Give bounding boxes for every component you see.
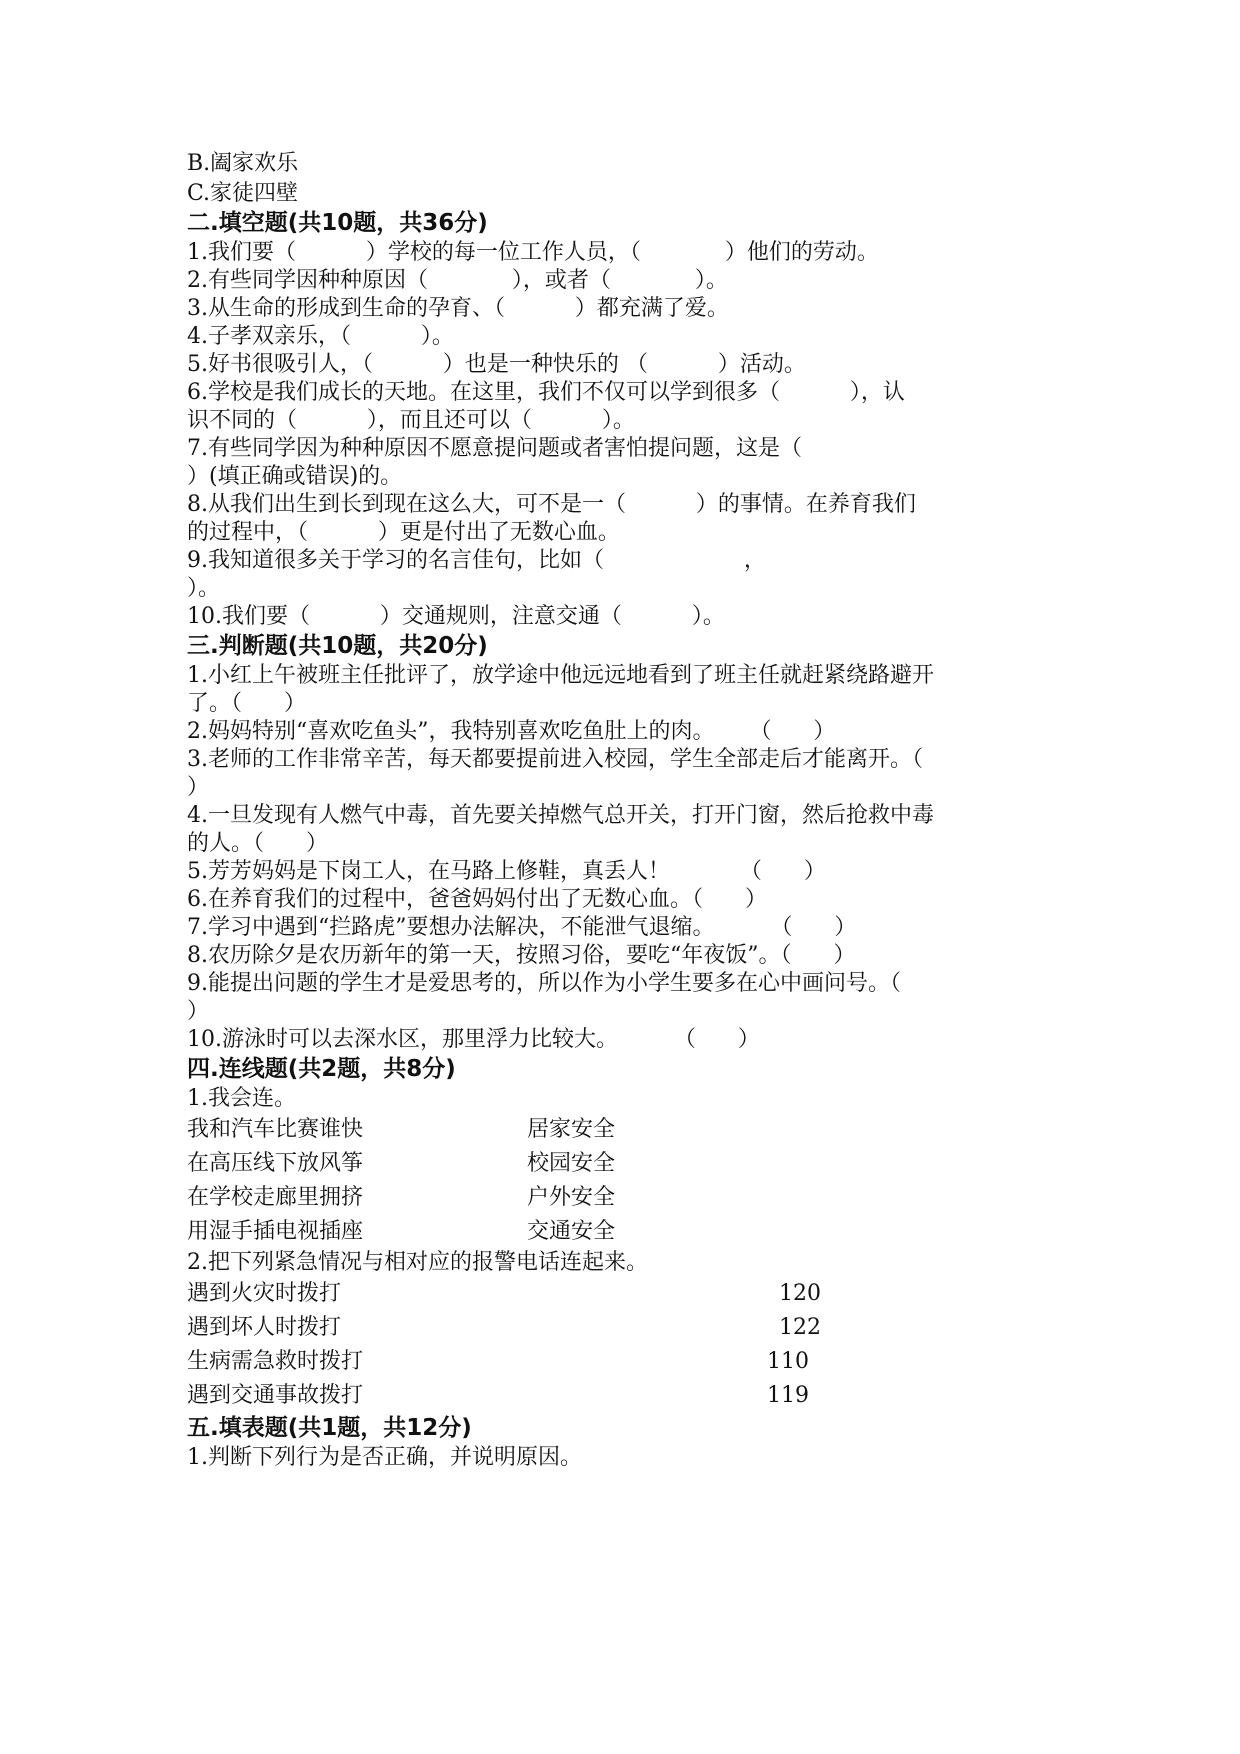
section3-title: 三.判断题(共10题，共20分) — [187, 633, 488, 659]
question-line: 5.芳芳妈妈是下岗工人，在马路上修鞋，真丢人！ （ ） — [187, 859, 826, 884]
question-line: 6.在养育我们的过程中，爸爸妈妈付出了无数心血。（ ） — [187, 887, 767, 912]
option-b: B.阖家欢乐 — [187, 151, 299, 176]
matching-right-item: 居家安全 — [527, 1117, 616, 1142]
question-line: 7.有些同学因为种种原因不愿意提问题或者害怕提问题，这是（ — [187, 436, 802, 461]
option-c: C.家徒四壁 — [187, 181, 299, 206]
matching-table-2 — [187, 1277, 1067, 1413]
matching-row — [187, 1277, 1067, 1311]
question-line: ） — [187, 775, 210, 800]
matching-row — [187, 1311, 1067, 1345]
matching-right-item: 122 — [779, 1315, 821, 1340]
question-line: 的过程中，（ ）更是付出了无数心血。 — [187, 520, 620, 545]
matching-row — [187, 1379, 1067, 1413]
question-line: ）。 — [187, 576, 221, 601]
matching-right-item: 校园安全 — [527, 1151, 616, 1176]
matching-left-item: 遇到坏人时拨打 — [187, 1315, 342, 1340]
matching-row — [187, 1345, 1067, 1379]
question-line: 3.老师的工作非常辛苦，每天都要提前进入校园，学生全部走后才能离开。（ — [187, 747, 923, 772]
matching-row — [187, 1113, 1067, 1147]
matching-right-item: 交通安全 — [527, 1219, 616, 1244]
matching-right-item: 户外安全 — [527, 1185, 616, 1210]
question-line: 5.好书很吸引人，（ ）也是一种快乐的 （ ）活动。 — [187, 352, 806, 377]
matching-right-item: 119 — [767, 1383, 809, 1408]
matching-row — [187, 1215, 1067, 1249]
matching-right-item: 110 — [767, 1349, 809, 1374]
question-line: 2.妈妈特别“喜欢吃鱼头”，我特别喜欢吃鱼肚上的肉。 （ ） — [187, 719, 836, 744]
matching-left-item: 在高压线下放风筝 — [187, 1151, 364, 1176]
question-line: 8.农历除夕是农历新年的第一天，按照习俗，要吃“年夜饭”。（ ） — [187, 943, 856, 968]
section2-questions — [187, 239, 1067, 631]
matching-left-item: 遇到火灾时拨打 — [187, 1281, 342, 1306]
question-line: 2.有些同学因种种原因（ ），或者（ ）。 — [187, 268, 728, 293]
question-line: 4.一旦发现有人燃气中毒，首先要关掉燃气总开关，打开门窗，然后抢救中毒 — [187, 803, 934, 828]
question-line: 10.游泳时可以去深水区，那里浮力比较大。 （ ） — [187, 1027, 760, 1052]
question-line: 9.我知道很多关于学习的名言佳句，比如（ ， — [187, 548, 766, 573]
matching-row — [187, 1181, 1067, 1215]
section5-questions — [187, 1444, 1067, 1472]
question-line: 的人。（ ） — [187, 831, 328, 856]
matching-left-item: 在学校走廊里拥挤 — [187, 1185, 364, 1210]
matching-right-item: 120 — [779, 1281, 821, 1306]
question-line: 1.我们要（ ）学校的每一位工作人员，（ ）他们的劳动。 — [187, 240, 879, 265]
question-line: 7.学习中遇到“拦路虎”要想办法解决，不能泄气退缩。 （ ） — [187, 915, 857, 940]
question-line: 4.子孝双亲乐，（ ）。 — [187, 324, 454, 349]
section4-title: 四.连线题(共2题，共8分) — [187, 1056, 456, 1082]
question-line: 1.小红上午被班主任批评了，放学途中他远远地看到了班主任就赶紧绕路避开 — [187, 663, 934, 688]
matching-left-item: 遇到交通事故拨打 — [187, 1383, 364, 1408]
question-line: 8.从我们出生到长到现在这么大，可不是一（ ）的事情。在养育我们 — [187, 492, 916, 517]
section5-title: 五.填表题(共1题，共12分) — [187, 1415, 472, 1441]
question-line: 3.从生命的形成到生命的孕育、（ ）都充满了爱。 — [187, 296, 729, 321]
section2-title: 二.填空题(共10题，共36分) — [187, 210, 488, 236]
question-line: 6.学校是我们成长的天地。在这里，我们不仅可以学到很多（ ），认 — [187, 380, 905, 405]
exam-page — [187, 150, 1067, 1472]
matching-left-item: 我和汽车比赛谁快 — [187, 1117, 364, 1142]
section4-q1-prompt: 1.我会连。 — [187, 1086, 296, 1111]
matching-left-item: 用湿手插电视插座 — [187, 1219, 364, 1244]
section4-q2-prompt: 2.把下列紧急情况与相对应的报警电话连起来。 — [187, 1250, 648, 1275]
question-line: 1.判断下列行为是否正确，并说明原因。 — [187, 1445, 582, 1470]
matching-row — [187, 1147, 1067, 1181]
question-line: 了。（ ） — [187, 691, 306, 716]
question-line: ） — [187, 999, 210, 1024]
question-line: 10.我们要（ ）交通规则，注意交通（ ）。 — [187, 604, 725, 629]
question-line: ）(填正确或错误)的。 — [187, 464, 403, 489]
matching-table-1 — [187, 1113, 1067, 1249]
question-line: 9.能提出问题的学生才是爱思考的，所以作为小学生要多在心中画问号。（ — [187, 971, 901, 996]
section3-questions — [187, 662, 1067, 1054]
question-line: 识不同的（ ），而且还可以（ ）。 — [187, 408, 635, 433]
matching-left-item: 生病需急救时拨打 — [187, 1349, 364, 1374]
